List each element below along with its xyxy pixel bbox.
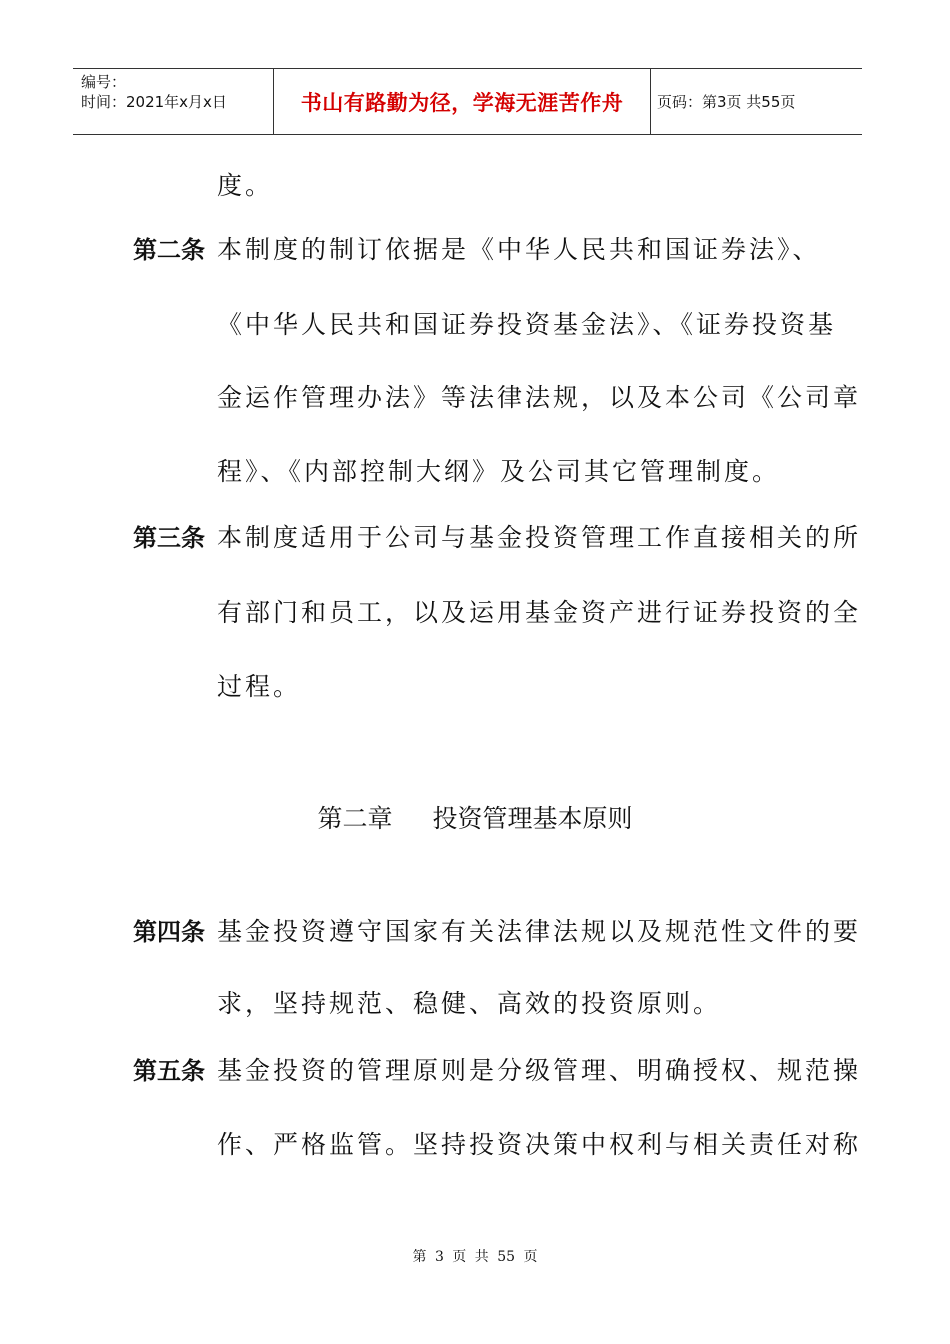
header-page-info: 页码：第3页 共55页 [657, 93, 796, 111]
page-footer: 第 3 页 共 55 页 [412, 1249, 538, 1265]
article-label: 第四条 [133, 918, 205, 946]
article-label: 第五条 [133, 1057, 205, 1085]
header-divider [650, 69, 651, 134]
article-label: 第三条 [133, 524, 205, 552]
body-line: 本制度的制订依据是《中华人民共和国证券法》、 [217, 235, 821, 264]
header-meta [73, 69, 273, 134]
body-line: 度。 [217, 171, 274, 200]
body-line: 金运作管理办法》等法律法规，以及本公司《公司章 [217, 383, 862, 412]
number-label: 编号： [81, 73, 127, 91]
body-line: 《中华人民共和国证券投资基金法》、《证券投资基 [217, 310, 837, 339]
body-line: 本制度适用于公司与基金投资管理工作直接相关的所 [217, 523, 862, 552]
chapter-title: 投资管理基本原则 [432, 804, 633, 833]
chapter-heading [0, 799, 950, 835]
page-header [73, 68, 862, 135]
body-line: 基金投资遵守国家有关法律法规以及规范性文件的要 [217, 917, 862, 946]
body-line: 基金投资的管理原则是分级管理、明确授权、规范操 [217, 1056, 862, 1085]
body-line: 程》、《内部控制大纲》及公司其它管理制度。 [217, 457, 781, 486]
body-line: 过程。 [217, 672, 302, 701]
body-line: 作、严格监管。坚持投资决策中权利与相关责任对称 [217, 1130, 862, 1159]
date-label: 时间：2021年x月x日 [81, 93, 227, 111]
header-motto: 书山有路勤为径，学海无涯苦作舟 [300, 90, 624, 115]
article-label: 第二条 [133, 236, 205, 264]
chapter-number: 第二章 [317, 804, 393, 833]
body-line: 求，坚持规范、稳健、高效的投资原则。 [217, 989, 722, 1018]
body-line: 有部门和员工，以及运用基金资产进行证券投资的全 [217, 598, 862, 627]
